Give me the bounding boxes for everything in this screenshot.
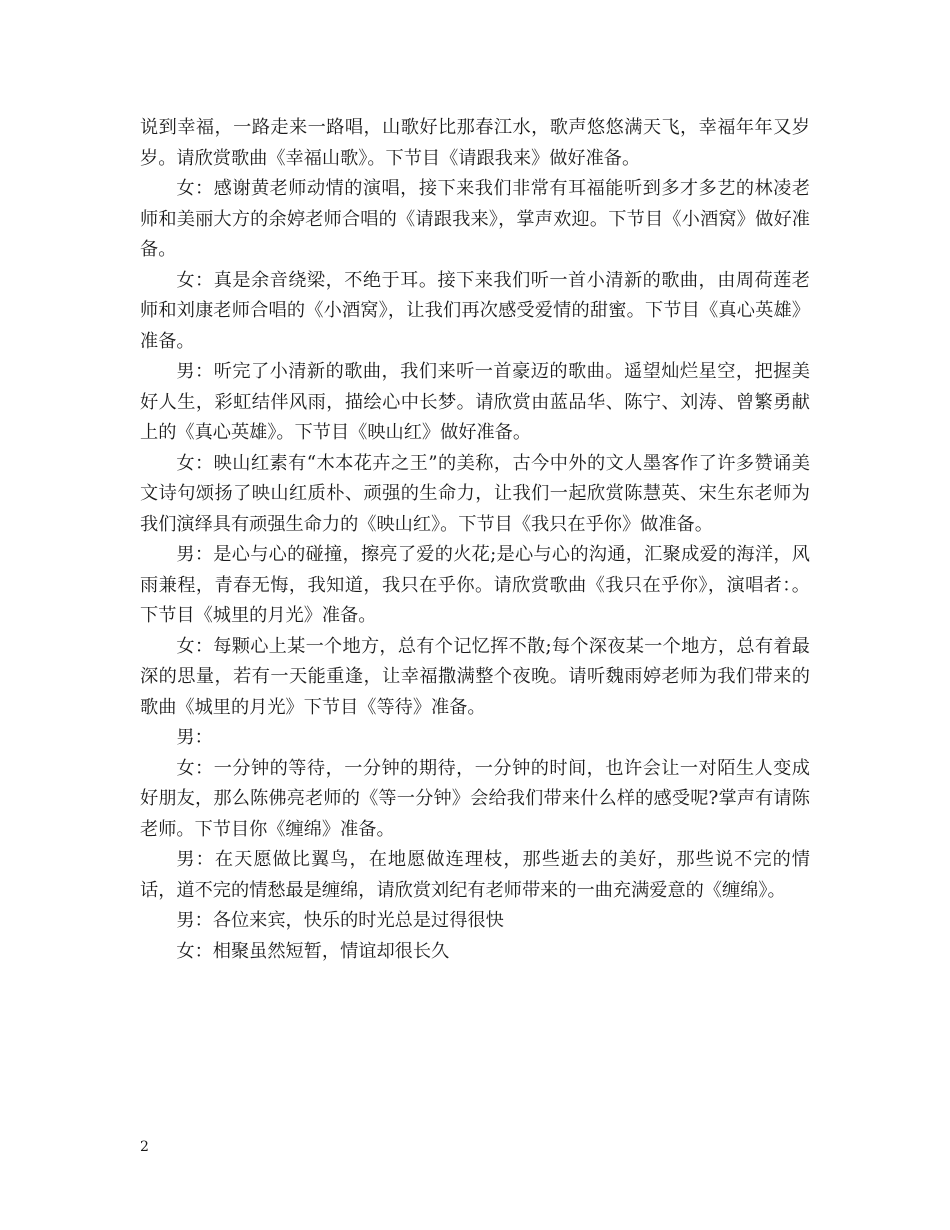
- paragraph: 女：感谢黄老师动情的演唱，接下来我们非常有耳福能听到多才多艺的林凌老师和美丽大方的余婷老师合唱的《请跟我来》，掌声欢迎。下节目《小酒窝》做好准备。: [140, 178, 810, 260]
- paragraph: 女：映山红素有“木本花卉之王”的美称，古今中外的文人墨客作了许多赞诵美文诗句颂扬了映山红质朴、顽强的生命力，让我们一起欣赏陈慧英、宋生东老师为我们演绎具有顽强生命力的《映山红》。下节目《我只在乎你》做准备。: [140, 452, 810, 535]
- paragraph: 男：各位来宾，快乐的时光总是过得很快: [176, 910, 504, 931]
- paragraph: 男：听完了小清新的歌曲，我们来听一首豪迈的歌曲。遥望灿烂星空，把握美好人生，彩虹结伴风雨，描绘心中长梦。请欣赏由蓝品华、陈宁、刘涛、曾繁勇献上的《真心英雄》。下节目《映山红》做好准备。: [140, 361, 810, 443]
- paragraph: 女：一分钟的等待，一分钟的期待，一分钟的时间，也许会让一对陌生人变成好朋友，那么陈佛亮老师的《等一分钟》会给我们带来什么样的感受呢?掌声有请陈老师。下节目你《缠绵》准备。: [140, 757, 810, 840]
- paragraph: 女：真是余音绕梁，不绝于耳。接下来我们听一首小清新的歌曲，由周荷莲老师和刘康老师合唱的《小酒窝》，让我们再次感受爱情的甜蜜。下节目《真心英雄》准备。: [140, 269, 810, 352]
- paragraph: 男：: [176, 727, 213, 748]
- paragraph: 男：在天愿做比翼鸟，在地愿做连理枝，那些逝去的美好，那些说不完的情话，道不完的情愁最是缠绵，请欣赏刘纪有老师带来的一曲充满爱意的《缠绵》。: [140, 849, 810, 901]
- paragraph: 女：每颗心上某一个地方，总有个记忆挥不散;每个深夜某一个地方，总有着最深的思量，若有一天能重逢，让幸福撒满整个夜晚。请听魏雨婷老师为我们带来的歌曲《城里的月光》下节目《等待》准备。: [140, 635, 810, 718]
- paragraph: 女：相聚虽然短暂，情谊却很长久: [176, 940, 450, 962]
- paragraph: 说到幸福，一路走来一路唱，山歌好比那春江水，歌声悠悠满天飞，幸福年年又岁岁。请欣赏歌曲《幸福山歌》。下节目《请跟我来》做好准备。: [140, 117, 810, 169]
- page-number: 2: [140, 1139, 149, 1155]
- paragraph: 男：是心与心的碰撞，擦亮了爱的火花;是心与心的沟通，汇聚成爱的海洋，风雨兼程，青春无悔，我知道，我只在乎你。请欣赏歌曲《我只在乎你》，演唱者：。下节目《城里的月光》准备。: [140, 544, 810, 626]
- document-body: [140, 113, 810, 967]
